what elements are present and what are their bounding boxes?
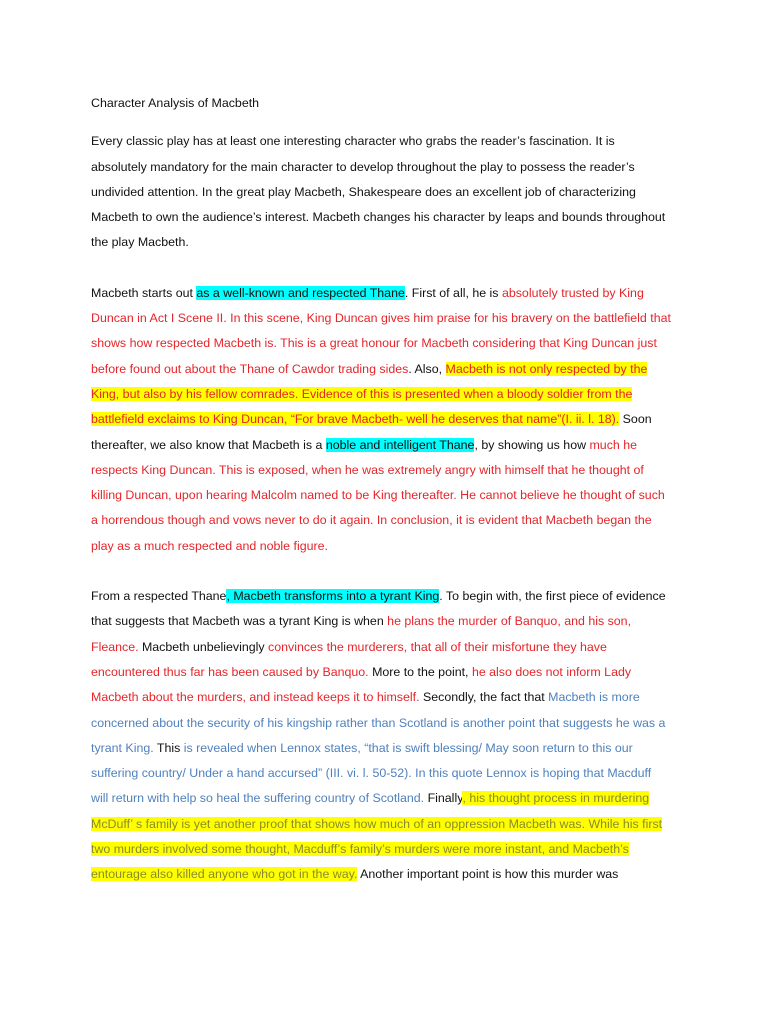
text-segment: Macbeth starts out bbox=[91, 285, 197, 300]
text-segment: Soon thereafter, we also know that Macbeth is a bbox=[91, 412, 652, 452]
text-segment: More to the point, bbox=[368, 664, 472, 679]
text-segment: convinces the murderers, that all of their misfortune they have encountered thus far has been caused by Banquo. bbox=[91, 639, 607, 679]
text-segment: Finally bbox=[424, 791, 463, 806]
text-segment: Every classic play has at least one interesting character who grabs the reader’s fascination. It is absolutely mandatory for the main character to develop throughout the play to possess the reader’s undivided attention. In the great play Macbeth, Shakespeare does an excellent job of characterizing Macbeth to own the audience’s interest. Macbeth changes his character by leaps and bounds throughout the play Macbeth. bbox=[91, 134, 666, 250]
text-segment: Another important point is how this murder was bbox=[357, 867, 619, 882]
text-segment: he also does not inform Lady Macbeth about the murders, and instead keeps it to himself. bbox=[91, 664, 632, 705]
text-segment: absolutely trusted by King Duncan in Act I Scene II. In this scene, King Duncan gives him praise for his bravery on the battlefield that shows how respected Macbeth is. This is a great honour for Macbeth considering that King Duncan just before found out about the Thane of Cawdor trading sides bbox=[91, 285, 671, 376]
paragraph-2 bbox=[91, 281, 671, 559]
text-segment: . Also, bbox=[408, 361, 446, 376]
text-segment: , Macbeth transforms into a tyrant King bbox=[226, 589, 440, 604]
text-segment: is revealed when Lennox states, “that is swift blessing/ May soon return to this our suffering country/ Under a hand accursed” (III. vi. l. 50-52). In this quote Lennox is hoping that Macduff will return with help so heal the suffering country of Scotland. bbox=[91, 740, 652, 806]
text-segment: much he respects King Duncan. This is exposed, when he was extremely angry with himself that he thought of killing Duncan, upon hearing Malcolm named to be King thereafter. He cannot believe he thought of such a horrendous though and vows never to do it again. In conclusion, it is evident that Macbeth began the play as a much respected and noble figure. bbox=[91, 437, 665, 553]
text-segment: as a well-known and respected Thane bbox=[196, 285, 405, 300]
text-segment: , his thought process in murdering McDuff’ s family is yet another proof that shows how much of an oppression Macbeth was. While his first two murders involved some thought, Macduff’s family’s murders were more instant, and Macbeth’s entourage also killed anyone who got in the way. bbox=[91, 791, 663, 882]
document-body bbox=[91, 129, 708, 887]
text-segment: , by showing us how bbox=[474, 437, 590, 452]
paragraph-3 bbox=[91, 584, 671, 888]
text-segment: Secondly, the fact that bbox=[419, 690, 549, 705]
text-segment: This bbox=[153, 740, 184, 755]
text-segment: . First of all, he is bbox=[404, 285, 502, 300]
text-segment: he plans the murder of Banquo, and his son, Fleance. bbox=[91, 614, 632, 654]
text-segment: From a respected Thane bbox=[91, 589, 227, 604]
text-segment: Macbeth is not only respected by the King, but also by his fellow comrades. Evidence of this is presented when a bloody soldier from the battlefield exclaims to King Duncan, “For brave Macbeth- well he deserves that name”(I. ii. l. 18). bbox=[91, 361, 648, 427]
text-segment: Macbeth is more concerned about the security of his kingship rather than Scotland is another point that suggests he was a tyrant King. bbox=[91, 690, 666, 755]
text-segment: noble and intelligent Thane bbox=[325, 437, 475, 452]
text-segment: Macbeth unbelievingly bbox=[138, 639, 269, 654]
document-title: Character Analysis of Macbeth bbox=[91, 96, 260, 110]
paragraph-1 bbox=[91, 129, 671, 255]
text-segment: . To begin with, the first piece of evidence that suggests that Macbeth was a tyrant King is when bbox=[91, 589, 666, 629]
